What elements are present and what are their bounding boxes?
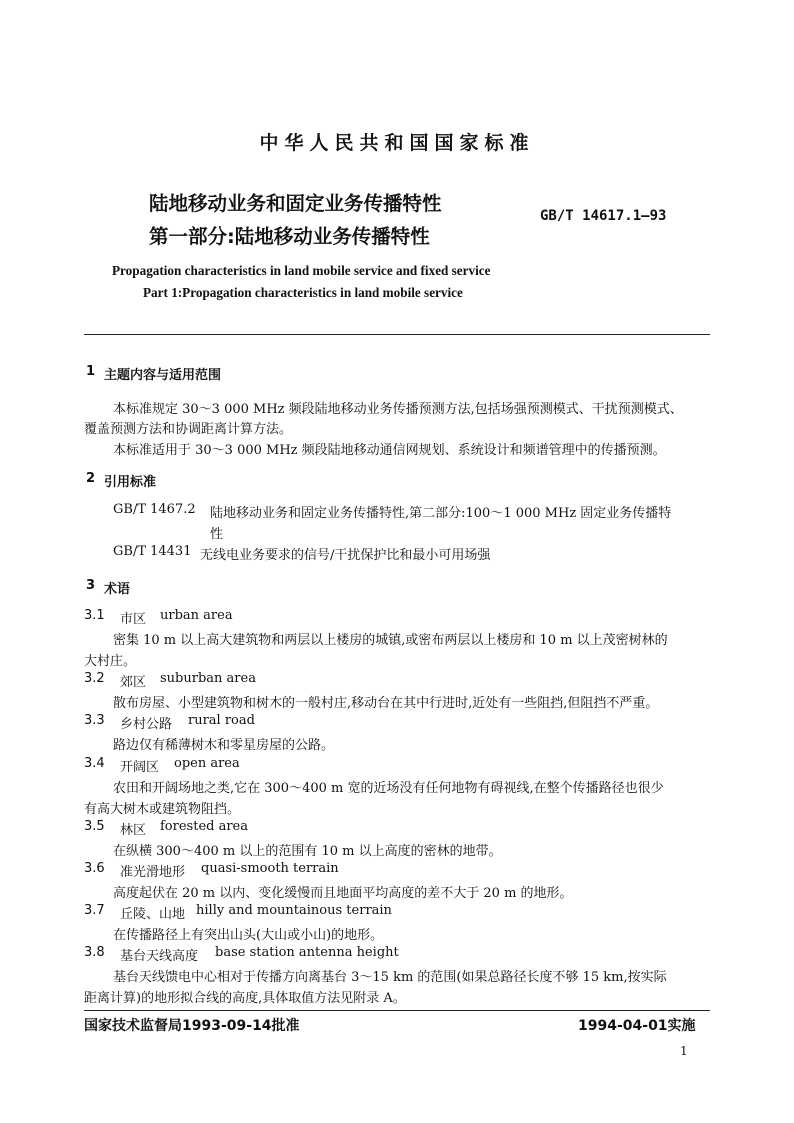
title-zh-line2: 第一部分:陆地移动业务传播特性 [149, 225, 430, 248]
term-definition-line1: 在纵横 300～400 m 以上的范围有 10 m 以上高度的密林的地带。 [113, 844, 502, 859]
title-en-line2: Part 1:Propagation characteristics in land mobile service [143, 285, 463, 300]
term-definition-line1: 基台天线馈电中心相对于传播方向离基台 3～15 km 的范围(如果总路径长度不够 15 km,按实际 [113, 970, 667, 985]
term-definition-line1: 散布房屋、小型建筑物和树木的一般村庄,移动台在其中行进时,近处有一些阻挡,但阻挡不严重。 [113, 696, 659, 711]
term-zh: 准光滑地形 [120, 865, 186, 880]
footer-divider [84, 1010, 710, 1011]
section-1-para2: 本标准适用于 30～3 000 MHz 频段陆地移动通信网规划、系统设计和频谱管理中的传播预测。 [113, 443, 666, 458]
term-zh: 郊区 [120, 675, 147, 690]
term-number: 3.4 [84, 756, 105, 771]
term-definition-line1: 密集 10 m 以上高大建筑物和两层以上楼房的城镇,或密布两层以上楼房和 10 m 以上茂密树林的 [113, 633, 668, 648]
national-standard-heading: 中华人民共和国国家标准 [259, 132, 535, 154]
term-number: 3.3 [84, 713, 105, 728]
section-1-number: 1 [86, 364, 96, 379]
term-en: quasi-smooth terrain [201, 861, 339, 876]
term-definition-line2: 大村庄。 [84, 654, 137, 669]
term-en: suburban area [160, 671, 256, 686]
term-definition-line1: 高度起伏在 20 m 以内、变化缓慢而且地面平均高度的差不大于 20 m 的地形。 [113, 886, 573, 901]
header-divider [84, 334, 710, 335]
term-en: urban area [160, 608, 233, 623]
term-zh: 市区 [120, 612, 147, 627]
term-en: rural road [188, 713, 255, 728]
term-number: 3.8 [84, 945, 105, 960]
section-1-title: 主题内容与适用范围 [104, 368, 222, 383]
section-1-para1-line2: 覆盖预测方法和协调距离计算方法。 [84, 422, 293, 437]
reference-title-line1: 无线电业务要求的信号/干扰保护比和最小可用场强 [200, 548, 491, 563]
section-3-title: 术语 [104, 582, 131, 597]
term-zh: 丘陵、山地 [120, 907, 186, 922]
section-3-number: 3 [86, 578, 96, 593]
term-definition-line1: 在传播路径上有突出山头(大山或小山)的地形。 [113, 928, 384, 943]
implementation-date: 1994-04-01实施 [578, 1018, 696, 1034]
title-zh-line1: 陆地移动业务和固定业务传播特性 [149, 192, 442, 215]
term-zh: 林区 [120, 823, 147, 838]
section-1-para1-line1: 本标准规定 30～3 000 MHz 频段陆地移动业务传播预测方法,包括场强预测模式、干扰预测模式、 [113, 402, 683, 417]
approval-line: 国家技术监督局1993-09-14批准 [84, 1018, 300, 1034]
section-2-title: 引用标准 [104, 475, 157, 490]
term-en: forested area [160, 819, 248, 834]
term-definition-line1: 路边仅有稀薄树木和零星房屋的公路。 [113, 738, 335, 753]
term-definition-line1: 农田和开阔场地之类,它在 300～400 m 宽的近场没有任何地物有碍视线,在整个传播路径也很少 [113, 781, 664, 796]
term-en: hilly and mountainous terrain [196, 903, 392, 918]
term-definition-line2: 有高大树木或建筑物阻挡。 [84, 802, 241, 817]
term-zh: 基台天线高度 [120, 949, 199, 964]
term-en: open area [174, 756, 240, 771]
reference-code: GB/T 14431 [113, 544, 192, 559]
term-zh: 乡村公路 [120, 717, 173, 732]
page-number: 1 [680, 1044, 688, 1058]
term-number: 3.6 [84, 861, 105, 876]
term-number: 3.2 [84, 671, 105, 686]
term-number: 3.7 [84, 903, 105, 918]
term-number: 3.1 [84, 608, 105, 623]
title-en-line1: Propagation characteristics in land mobile service and fixed service [112, 263, 491, 278]
standard-code: GB/T 14617.1—93 [540, 208, 667, 224]
section-2-number: 2 [86, 471, 96, 486]
term-en: base station antenna height [215, 945, 399, 960]
reference-code: GB/T 1467.2 [113, 502, 196, 517]
reference-title-line1: 陆地移动业务和固定业务传播特性,第二部分:100～1 000 MHz 固定业务传播特 [210, 506, 672, 521]
term-zh: 开阔区 [120, 760, 160, 775]
term-number: 3.5 [84, 819, 105, 834]
reference-title-line2: 性 [210, 527, 224, 542]
term-definition-line2: 距离计算)的地形拟合线的高度,具体取值方法见附录 A。 [84, 991, 406, 1006]
